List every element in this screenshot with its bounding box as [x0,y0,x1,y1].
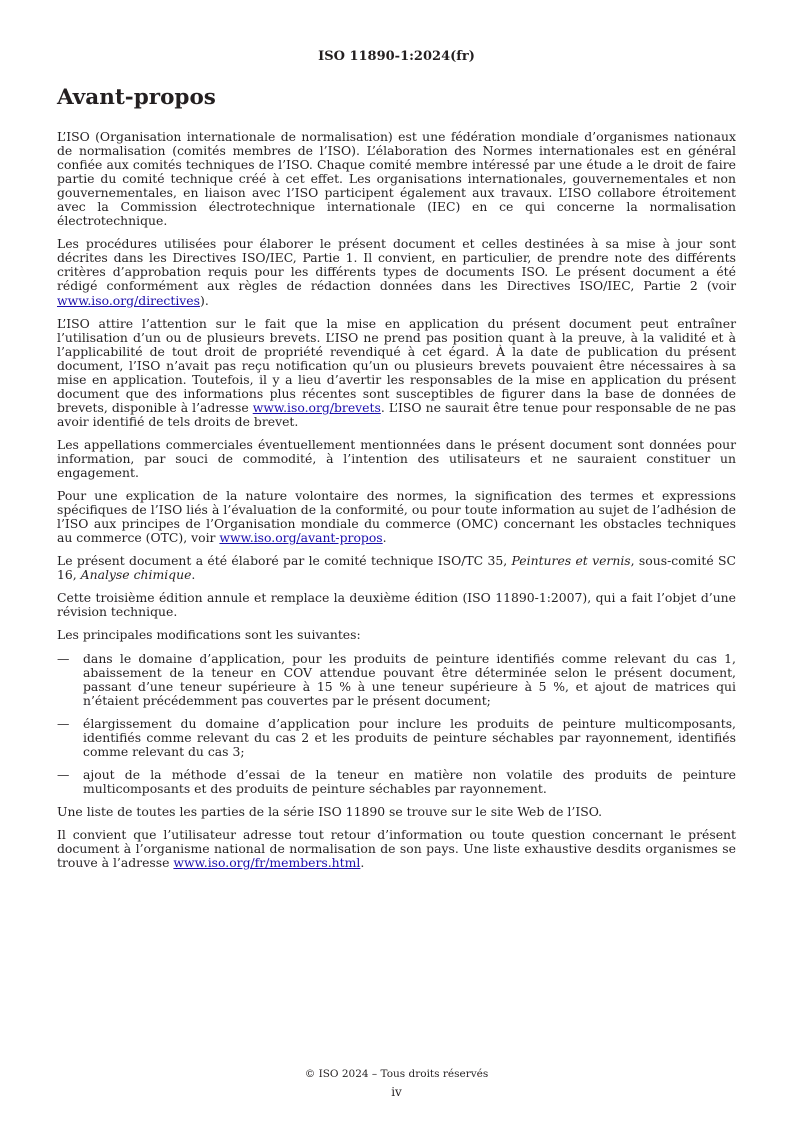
paragraph-trade-names: Les appellations commerciales éventuellement mentionnées dans le présent document sont données pour information, par souci de commodité, à l’intention des utilisateurs et ne sauraient constituer un engagement. [57,436,736,481]
patents-link[interactable]: www.iso.org/brevets [252,399,381,415]
list-item: — élargissement du domaine d’application pour inclure les produits de peinture multicomposants, identifiés comme relevant du cas 2 et les produits de peinture séchables par rayonnement, identifiés comme relevant du cas 3; [57,715,736,759]
paragraph-committee: Le présent document a été élaboré par le comité technique ISO/TC 35, Peintures et vernis, sous-comité SC 16, Analyse chimique. [57,553,736,583]
paragraph-feedback: Il convient que l’utilisateur adresse tout retour d’information ou toute question concernant le présent document à l’organisme national de normalisation de son pays. Une liste exhaustive desdits organismes se trouve à l’adresse www.iso.org/fr/members.html. [57,826,736,871]
dash-marker: — [57,650,70,666]
paragraph-series-list: Une liste de toutes les parties de la série ISO 11890 se trouve sur le site Web de l’ISO. [57,803,603,819]
foreword-link[interactable]: www.iso.org/avant-propos [219,530,383,546]
paragraph-changes-intro: Les principales modifications sont les suivantes: [57,627,361,643]
changes-list [57,652,736,796]
document-body [57,130,736,879]
dash-marker: — [57,715,70,731]
page-title: Avant-propos [57,85,216,110]
page-number: iv [391,1085,402,1099]
document-header: ISO 11890-1:2024(fr) [318,49,475,64]
members-link[interactable]: www.iso.org/fr/members.html [173,855,361,871]
list-item: — ajout de la méthode d’essai de la teneur en matière non volatile des produits de peinture multicomposants et des produits de peinture séchables par rayonnement. [57,766,736,796]
paragraph-procedures: Les procédures utilisées pour élaborer le présent document et celles destinées à sa mise à jour sont décrites dans les Directives ISO/IEC, Partie 1. Il convient, en particulier, de prendre note des différents critères d’approbation requis pour les différents types de documents ISO. Le présent document a été rédigé conformément aux règles de rédaction données dans les Directives ISO/IEC, Partie 2 (voir www.iso.org/directives). [57,236,736,308]
dash-marker: — [57,766,70,782]
directives-link[interactable]: www.iso.org/directives [57,292,200,308]
paragraph-edition: Cette troisième édition annule et remplace la deuxième édition (ISO 11890-1:2007), qui a fait l’objet d’une révision technique. [57,590,736,620]
list-item: — dans le domaine d’application, pour les produits de peinture identifiés comme relevant du cas 1, abaissement de la teneur en COV attendue pouvant être déterminée selon le présent document, passant d’une teneur supérieure à 15 % à une teneur supérieure à 5 %, et ajout de matrices qui n’étaient précédemment pas couvertes par le présent document; [57,650,736,708]
paragraph-iso-intro: L’ISO (Organisation internationale de normalisation) est une fédération mondiale d’organismes nationaux de normalisation (comités membres de l’ISO). L’élaboration des Normes internationales est en général confiée aux comités techniques de l’ISO. Chaque comité membre intéressé par une étude a le droit de faire partie du comité technique créé à cet effet. Les organisations internationales, gouvernementales et non gouvernementales, en liaison avec l’ISO participent également aux travaux. L’ISO collabore étroitement avec la Commission électrotechnique internationale (IEC) en ce qui concerne la normalisation électrotechnique. [57,129,736,229]
copyright-footer: © ISO 2024 – Tous droits réservés [304,1068,489,1080]
paragraph-voluntary-nature: Pour une explication de la nature volontaire des normes, la signification des termes et expressions spécifiques de l’ISO liés à l’évaluation de la conformité, ou pour toute information au sujet de l’adhésion de l’ISO aux principes de l’Organisation mondiale du commerce (OMC) concernant les obstacles techniques au commerce (OTC), voir www.iso.org/avant-propos. [57,488,736,546]
paragraph-patents: L’ISO attire l’attention sur le fait que la mise en application du présent document peut entraîner l’utilisation d’un ou de plusieurs brevets. L’ISO ne prend pas position quant à la preuve, à la validité et à l’applicabilité de tout droit de propriété revendiqué à cet égard. À la date de publication du présent document, l’ISO n’avait pas reçu notification qu’un ou plusieurs brevets pouvaient être nécessaires à sa mise en application. Toutefois, il y a lieu d’avertir les responsables de la mise en application du présent document que des informations plus récentes sont susceptibles de figurer dans la base de données de brevets, disponible à l’adresse www.iso.org/brevets. L’ISO ne saurait être tenue pour responsable de ne pas avoir identifié de tels droits de brevet. [57,315,736,429]
